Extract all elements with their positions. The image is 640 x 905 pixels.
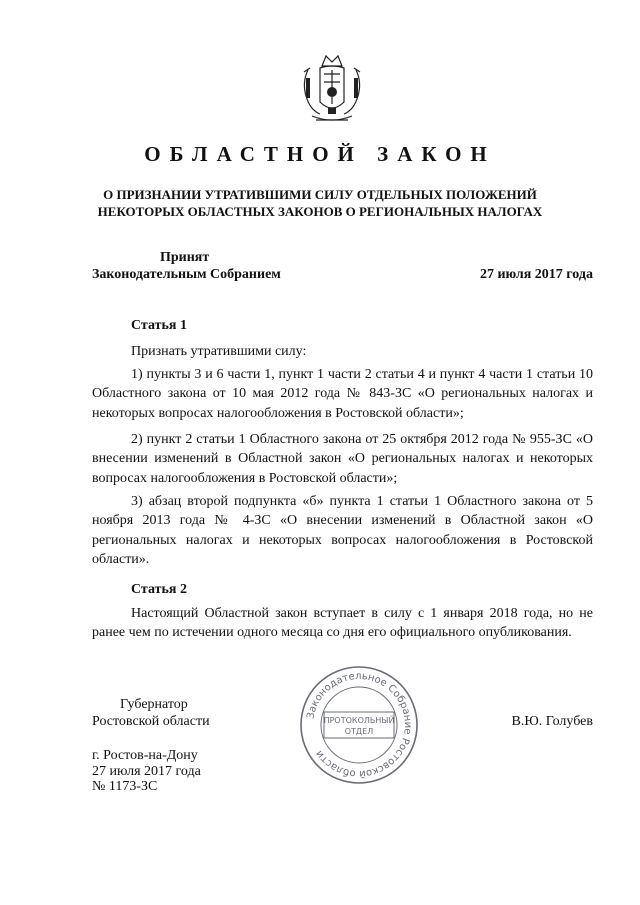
article-1-item-2: 2) пункт 2 статьи 1 Областного закона от 25 октября 2012 года № 955-ЗС «О внесении изменений в Областной закон «О региональных налогах и некоторых вопросах налогообложения в Ростовской области»; bbox=[92, 432, 593, 486]
article-1-item-3: 3) абзац второй подпункта «б» пункта 1 статьи 1 Областного закона от 5 ноября 2013 года № 4-ЗС «О внесении изменений в Областной закон «О региональных налогах и некоторых вопросах налогообложения в Ростовской области». bbox=[92, 494, 593, 568]
adopted-by: Законодательным Собранием bbox=[92, 267, 281, 282]
article-2-heading: Статья 2 bbox=[131, 582, 187, 597]
document-subtitle bbox=[60, 186, 580, 220]
place-and-date bbox=[92, 748, 201, 795]
city: г. Ростов-на-Дону bbox=[92, 748, 198, 763]
article-2-text: Настоящий Областной закон вступает в силу с 1 января 2018 года, но не ранее чем по истечении одного месяца со дня его официального опубликования. bbox=[92, 606, 593, 641]
governor-position-line: Ростовской области bbox=[92, 714, 210, 729]
stamp-ring-text: Законодательное Собрание Ростовской области bbox=[305, 670, 414, 780]
governor-position bbox=[92, 696, 210, 730]
signing-date: 27 июля 2017 года bbox=[92, 763, 201, 779]
coat-of-arms-emblem bbox=[298, 52, 366, 128]
article-1-item-1: 1) пункты 3 и 6 части 1, пункт 1 части 2 статьи 4 и пункт 4 части 1 статьи 10 Областного закона от 10 мая 2012 года № 843-ЗС «О региональных налогах и некоторых вопросах налогообложения в Ростовской области»; bbox=[92, 367, 593, 421]
subtitle-line: НЕКОТОРЫХ ОБЛАСТНЫХ ЗАКОНОВ О РЕГИОНАЛЬНЫХ НАЛОГАХ bbox=[97, 204, 543, 219]
stamp-center-line: ПРОТОКОЛЬНЫЙ bbox=[323, 716, 395, 725]
governor-position-line: Губернатор bbox=[120, 697, 188, 712]
stamp-center-line: ОТДЕЛ bbox=[344, 727, 374, 736]
document-title: ОБЛАСТНОЙ ЗАКОН bbox=[144, 142, 496, 166]
article-1-intro: Признать утратившими силу: bbox=[131, 344, 307, 359]
law-number: № 1173-ЗС bbox=[92, 779, 158, 794]
subtitle-line: О ПРИЗНАНИИ УТРАТИВШИМИ СИЛУ ОТДЕЛЬНЫХ ПОЛОЖЕНИЙ bbox=[103, 187, 537, 202]
adopted-label: Принят bbox=[160, 250, 210, 265]
article-1-heading: Статья 1 bbox=[131, 318, 187, 333]
official-stamp bbox=[298, 664, 420, 786]
governor-name: В.Ю. Голубев bbox=[511, 714, 593, 729]
adopted-date: 27 июля 2017 года bbox=[479, 267, 593, 282]
